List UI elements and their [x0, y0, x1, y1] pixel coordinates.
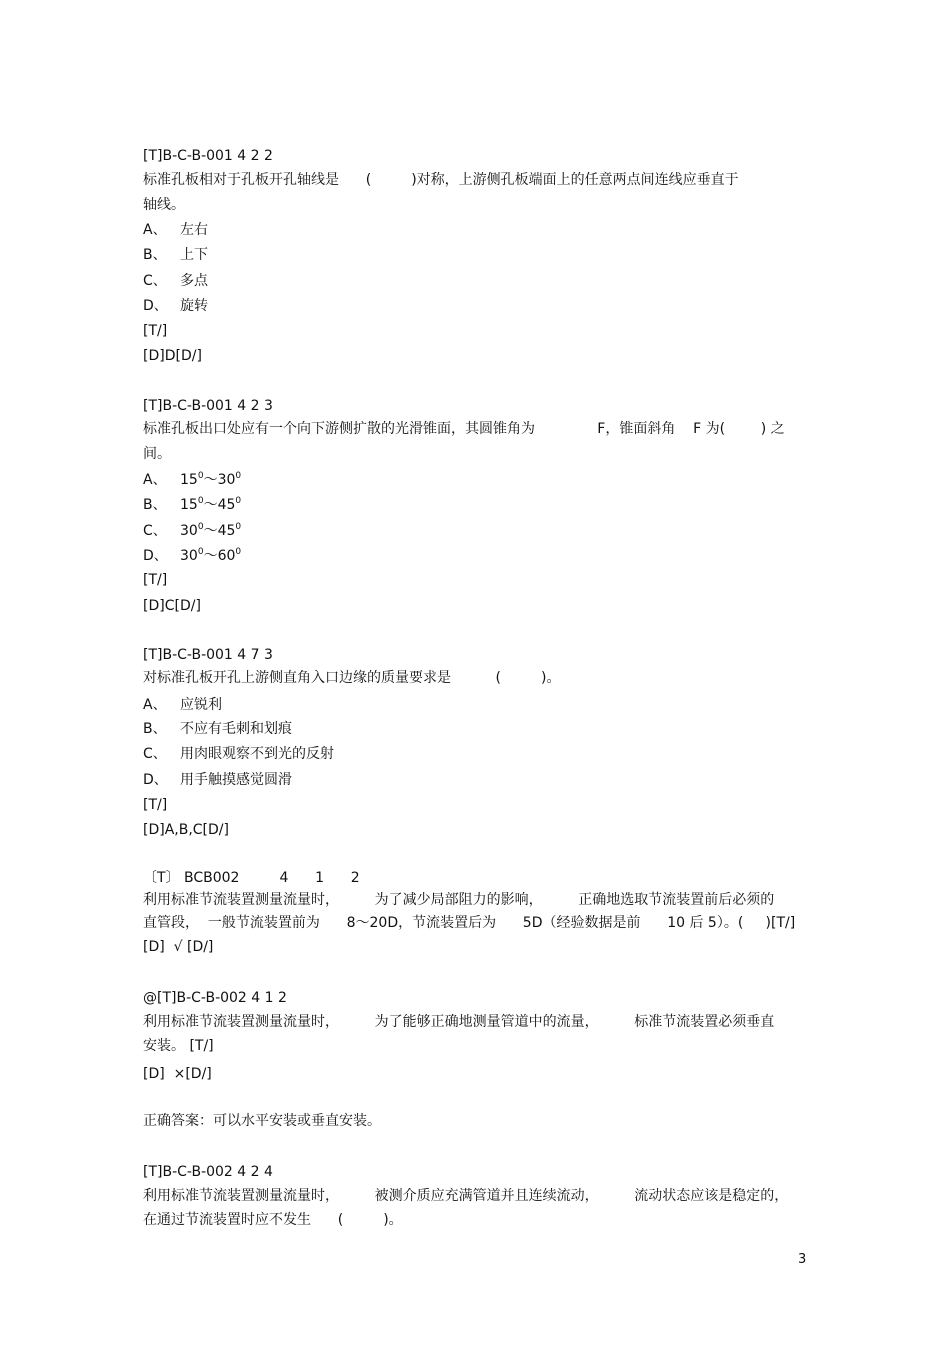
q4-header: 〔T〕 BCB002 4 1 2: [143, 870, 360, 886]
q1-stem-line2: 轴线。: [143, 197, 185, 213]
q2-t-tag: [T/]: [143, 572, 168, 588]
q4-answer: [D] √ [D/]: [143, 939, 214, 955]
q1-option-a: A、 左右: [143, 222, 208, 238]
q6-header: [T]B-C-B-002 4 2 4: [143, 1164, 273, 1180]
q1-stem-line1: 标准孔板相对于孔板开孔轴线是 ( )对称，上游侧孔板端面上的任意两点间连线应垂直于: [143, 172, 739, 188]
q2-answer: [D]C[D/]: [143, 598, 201, 614]
q4-line1: 利用标准节流装置测量流量时， 为了减少局部阻力的影响， 正确地选取节流装置前后必须的: [143, 892, 775, 908]
page-number: 3: [798, 1252, 807, 1267]
q1-option-b: B、 上下: [143, 247, 208, 263]
correct-answer-note: 正确答案：可以水平安装或垂直安装。: [143, 1113, 381, 1129]
q5-answer: [D] ×[D/]: [143, 1066, 212, 1082]
q2-option-b: B、 $15^0\sim 45^0$: [143, 496, 242, 513]
q3-option-a: A、 应锐利: [143, 697, 222, 713]
q4-line2: 直管段， 一般节流装置前为 8～20D，节流装置后为 5D（经验数据是前 10 后 5）。( )[T/]: [143, 915, 796, 931]
q5-line1: 利用标准节流装置测量流量时， 为了能够正确地测量管道中的流量， 标准节流装置必须垂直: [143, 1014, 775, 1030]
q3-option-b: B、 不应有毛刺和划痕: [143, 721, 292, 737]
q1-header: [T]B-C-B-001 4 2 2: [143, 148, 273, 164]
q2-option-a: A、 $15^0\sim 30^0$: [143, 471, 242, 488]
q3-t-tag: [T/]: [143, 797, 168, 813]
q2-header: [T]B-C-B-001 4 2 3: [143, 398, 273, 414]
q2-option-c: C、 $30^0\sim 45^0$: [143, 522, 242, 539]
q2-stem-line2: 间。: [143, 446, 171, 462]
q5-header: @[T]B-C-B-002 4 1 2: [143, 990, 287, 1006]
q2-stem-line1: 标准孔板出口处应有一个向下游侧扩散的光滑锥面，其圆锥角为 F，锥面斜角 F 为( ) 之: [143, 421, 785, 437]
q1-answer: [D]D[D/]: [143, 348, 202, 364]
q5-line2: 安装。 [T/]: [143, 1038, 214, 1054]
q1-option-c: C、 多点: [143, 273, 208, 289]
q3-stem-line1: 对标准孔板开孔上游侧直角入口边缘的质量要求是 ( )。: [143, 670, 561, 686]
q6-line1: 利用标准节流装置测量流量时， 被测介质应充满管道并且连续流动， 流动状态应该是稳定的，: [143, 1188, 789, 1204]
q1-option-d: D、 旋转: [143, 298, 208, 314]
q3-option-c: C、 用肉眼观察不到光的反射: [143, 746, 334, 762]
q1-t-tag: [T/]: [143, 323, 168, 339]
q2-option-d: D、 $30^0\sim 60^0$: [143, 547, 242, 564]
q6-line2: 在通过节流装置时应不发生 ( )。: [143, 1212, 403, 1228]
q3-answer: [D]A,B,C[D/]: [143, 822, 229, 838]
q3-option-d: D、 用手触摸感觉圆滑: [143, 772, 292, 788]
q3-header: [T]B-C-B-001 4 7 3: [143, 647, 273, 663]
